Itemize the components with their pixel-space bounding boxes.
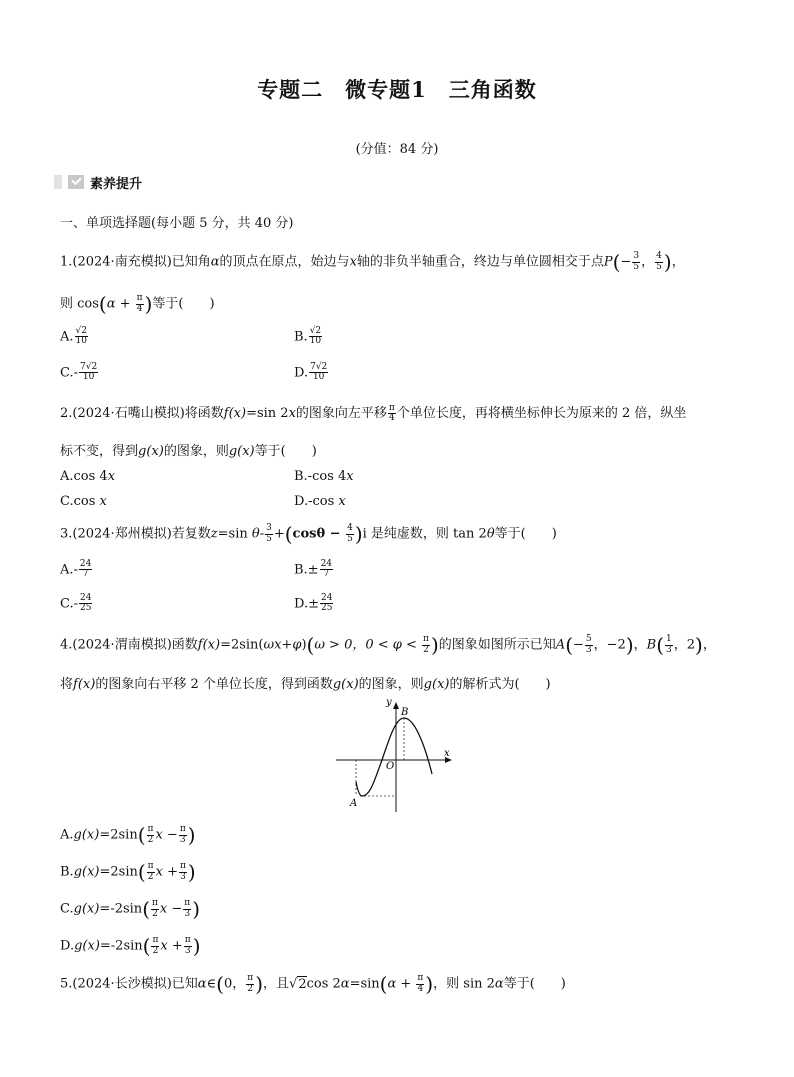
section-header <box>60 172 142 192</box>
q1-option-c[interactable]: C.- $\frac{7√2}{10}$ <box>60 362 98 383</box>
page-title: 专题二 微专题1 三角函数 <box>257 77 537 102</box>
fraction: $\frac{4}{5}$ <box>347 523 353 544</box>
fraction: $\frac{3}{5}$ <box>266 523 272 544</box>
point-b-label: B <box>401 707 409 718</box>
origin-label: O <box>386 761 395 772</box>
question-2-line-1: 2.(2024·石嘴山模拟)将函数f(x)=sin 2x的图象向左平移 $\frac{\pi}{4}$ 个单位长度，再将横坐标伸长为原来的 2 倍，纵坐 <box>60 402 687 423</box>
point-a-label: A <box>350 798 358 809</box>
fraction: $\frac{4}{5}$ <box>656 251 662 272</box>
q2-option-c[interactable]: C.cos x <box>60 494 107 509</box>
score-note: (分值：84 分) <box>355 142 439 157</box>
question-1-line-2: 则 cos(α + $\frac{\pi}{4}$ )等于( ) <box>60 292 215 316</box>
q1-option-d[interactable]: D. $\frac{7√2}{10}$ <box>294 362 328 383</box>
q3-option-a[interactable]: A.- $\frac{24}{7}$ <box>60 559 92 580</box>
fraction: $\frac{\pi}{2}$ <box>423 634 429 655</box>
question-3-line-1: 3.(2024·郑州模拟)若复数z=sin θ- $\frac{3}{5}$ +(cosθ − $\frac{4}{5}$ )i 是纯虚数，则 tan 2θ等于( ) <box>60 522 557 546</box>
q3-option-d[interactable]: D.± $\frac{24}{25}$ <box>294 593 333 614</box>
fraction: $\frac{\pi}{4}$ <box>388 402 395 423</box>
q4-option-b[interactable]: B.g(x)=2sin( $\frac{\pi}{2}$ x + $\frac{\pi}{3}$ ) <box>60 860 196 884</box>
fraction: $\frac{\pi}{2}$ <box>247 973 254 994</box>
fraction: $\frac{3}{5}$ <box>633 251 640 272</box>
checkmark-icon <box>68 175 84 189</box>
fraction: $\frac{1}{3}$ <box>666 634 672 655</box>
q1-option-b[interactable]: B. $\frac{√2}{10}$ <box>294 326 322 347</box>
sine-curve <box>356 718 432 796</box>
q3-option-c[interactable]: C.- $\frac{24}{25}$ <box>60 593 92 614</box>
question-4-line-2: 将f(x)的图象向右平移 2 个单位长度，得到函数g(x)的图象，则g(x)的解析式为( ) <box>60 677 551 692</box>
q3-option-b[interactable]: B.± $\frac{24}{7}$ <box>294 559 333 580</box>
question-5-line-1: 5.(2024·长沙模拟)已知α∈(0， $\frac{\pi}{2}$ )，且√2cos 2α=sin(α + $\frac{\pi}{4}$ )，则 sin 2α等于( ) <box>60 972 566 996</box>
x-axis-label: x <box>444 748 450 759</box>
fraction: $\frac{5}{3}$ <box>585 634 592 655</box>
question-2-line-2: 标不变，得到g(x)的图象，则g(x)等于( ) <box>60 444 317 459</box>
q4-option-d[interactable]: D.g(x)=-2sin( $\frac{\pi}{2}$ x + $\frac{\pi}{3}$ ) <box>60 934 201 958</box>
q4-option-c[interactable]: C.g(x)=-2sin( $\frac{\pi}{2}$ x − $\frac{\pi}{3}$ ) <box>60 897 201 921</box>
sine-graph <box>336 696 460 814</box>
q2-option-b[interactable]: B.-cos 4x <box>294 469 354 484</box>
part-heading: 一、单项选择题(每小题 5 分，共 40 分) <box>60 216 294 231</box>
sqrt-symbol: √ <box>289 976 298 992</box>
y-axis-arrow <box>393 702 399 709</box>
section-bar-decoration <box>54 175 62 189</box>
q4-option-a[interactable]: A.g(x)=2sin( $\frac{\pi}{2}$ x − $\frac{\pi}{3}$ ) <box>60 823 196 847</box>
fraction: $\frac{\pi}{4}$ <box>136 293 143 314</box>
question-4-line-1: 4.(2024·渭南模拟)函数f(x)=2sin(ωx+φ)(ω > 0，0 < φ < $\frac{\pi}{2}$ )的图象如图所示已知A(− $\frac{5}{3}$ ，−2)，B( $\frac{1}{3}$ ，2)， <box>60 633 716 657</box>
q1-option-a[interactable]: A. $\frac{√2}{10}$ <box>60 326 87 347</box>
question-1-line-1: 1.(2024·南充模拟)已知角α的顶点在原点，始边与x轴的非负半轴重合，终边与单位圆相交于点P(− $\frac{3}{5}$ ， $\frac{4}{5}$ )， <box>60 250 685 274</box>
q2-option-a[interactable]: A.cos 4x <box>60 469 116 484</box>
y-axis-label: y <box>386 697 392 708</box>
fraction: $\frac{\pi}{4}$ <box>417 973 424 994</box>
section-label: 素养提升 <box>90 176 143 192</box>
q2-option-d[interactable]: D.-cos x <box>294 494 346 509</box>
